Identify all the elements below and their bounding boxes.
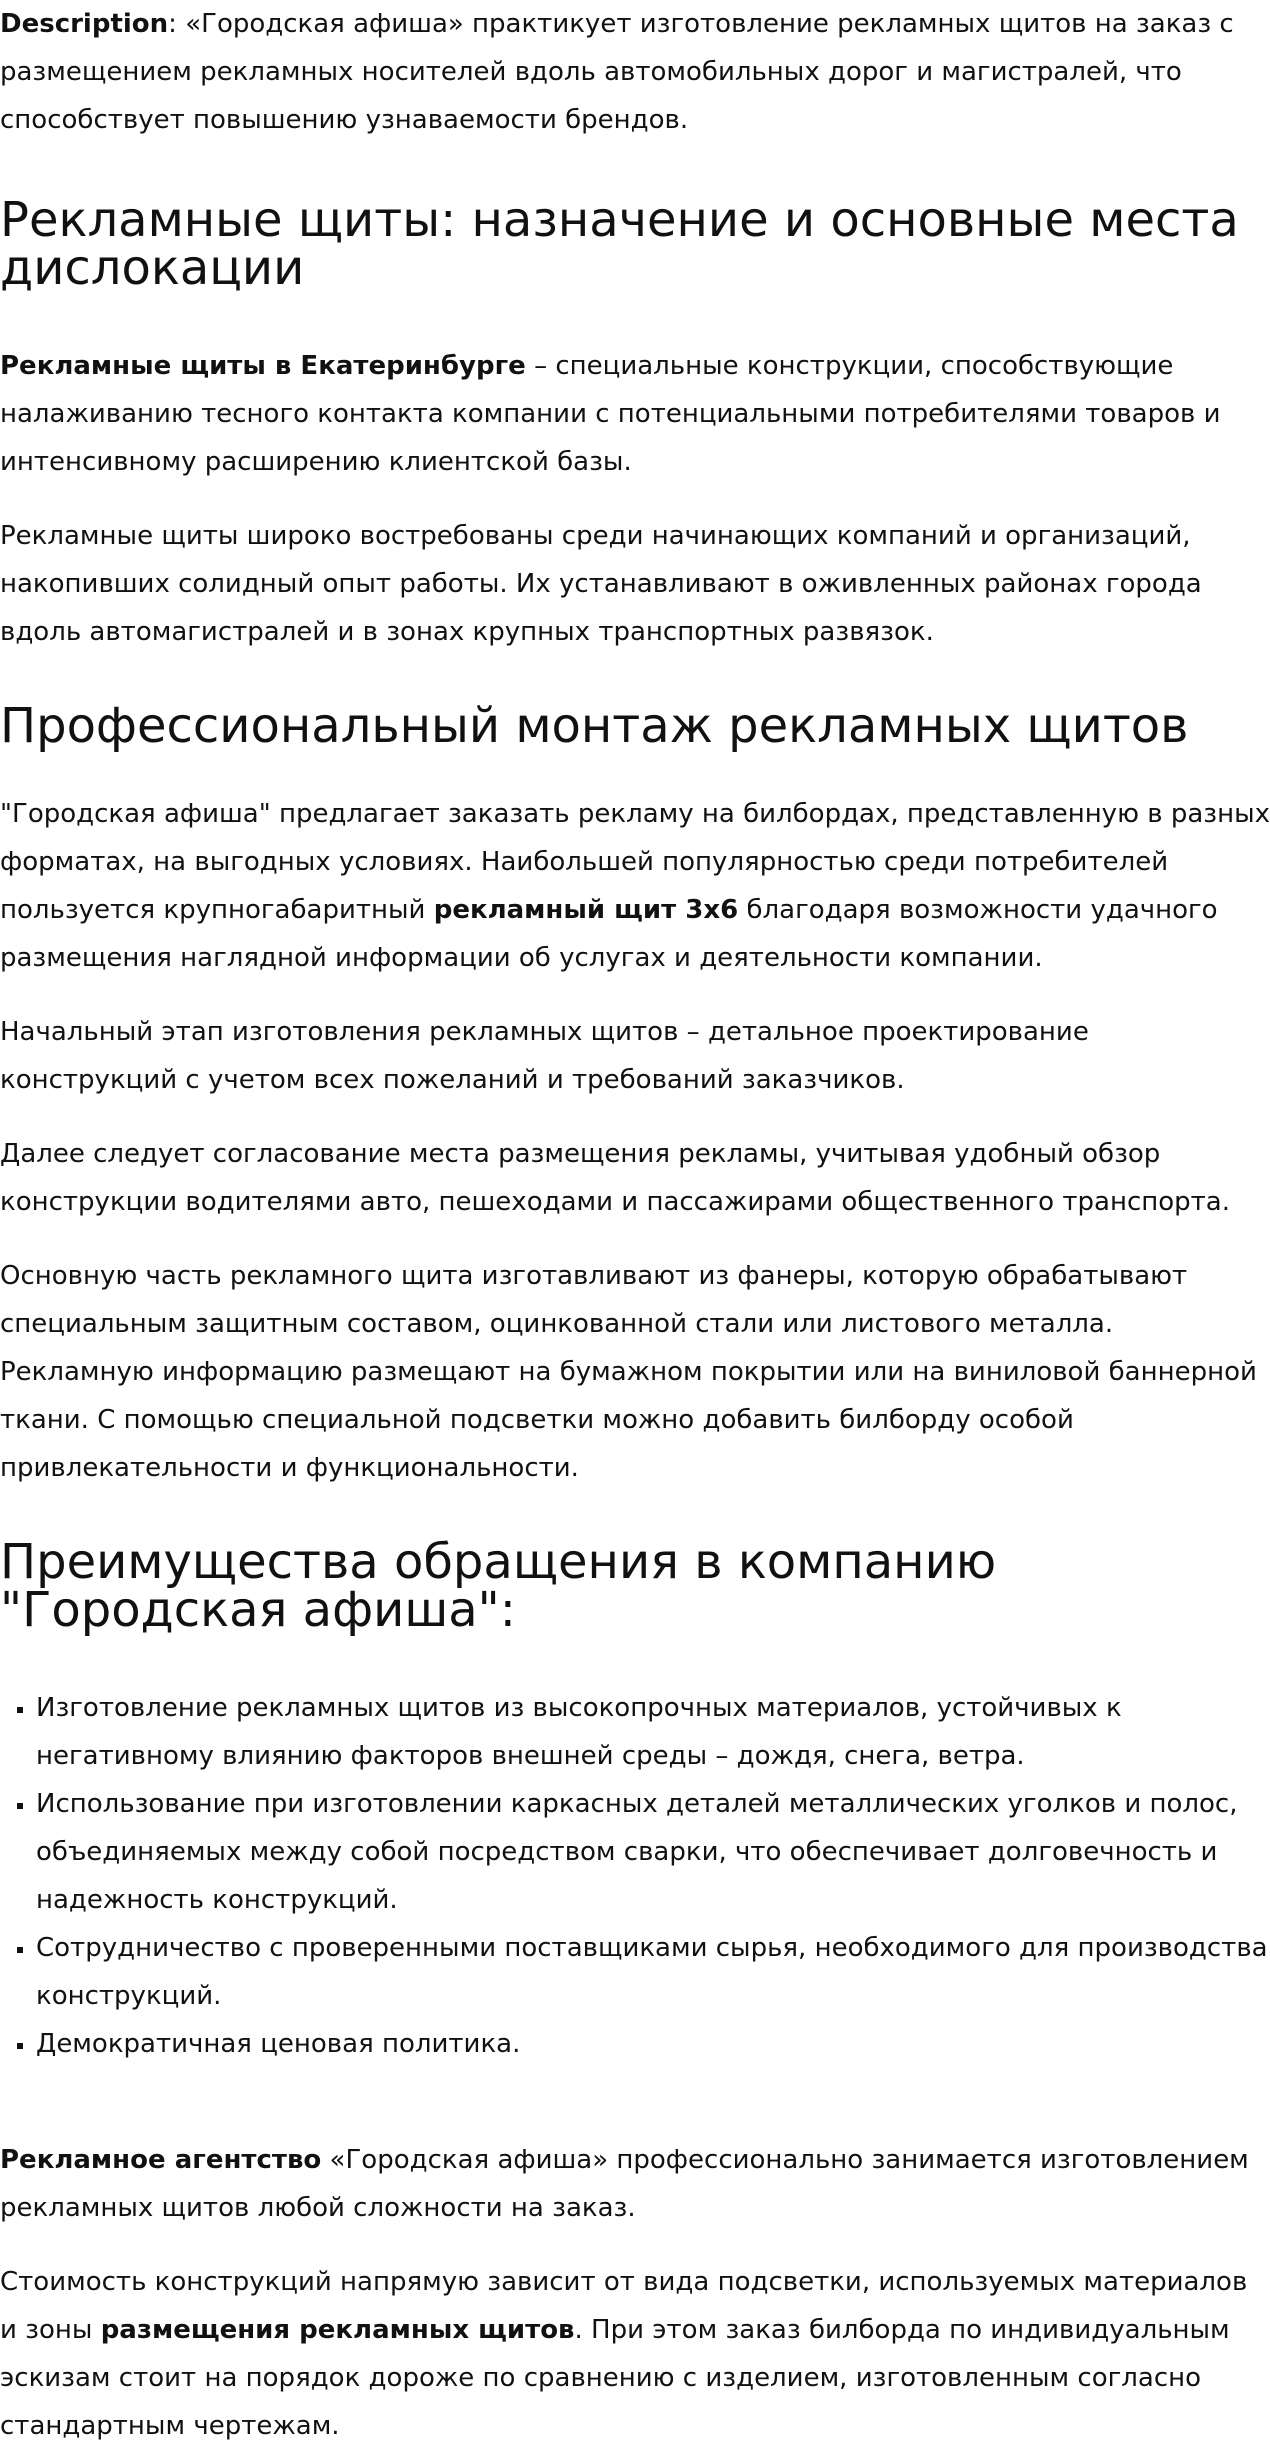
paragraph-billboards-ekaterinburg [0,342,1270,486]
bold-phrase: рекламный щит 3х6 [433,895,739,925]
paragraph-offer [0,790,1270,982]
paragraph-demand: Рекламные щиты широко востребованы среди начинающих компаний и организаций, накопивших солидный опыт работы. Их устанавливают в оживленных районах города вдоль автомагистралей и в зонах крупных транспортных развязок. [0,521,1202,647]
paragraph-text: благодаря возможности удачного размещения наглядной информации об услугах и деятельности компании. [0,895,1218,973]
paragraph-placement: Далее следует согласование места размещения рекламы, учитывая удобный обзор конструкции водителями авто, пешеходами и пассажирами общественного транспорта. [0,1139,1230,1217]
description-label: Description [0,9,169,39]
section-heading-purpose: Рекламные щиты: назначение и основные места дислокации [0,192,1239,296]
section-heading-installation: Профессиональный монтаж рекламных щитов [0,698,1189,754]
description-text: : «Городская афиша» практикует изготовление рекламных щитов на заказ с размещением рекламных носителей вдоль автомобильных дорог и магистралей, что способствует повышению узнаваемости брендов. [0,9,1234,135]
list-item: ▪ Сотрудничество с проверенными поставщиками сырья, необходимого для производства конструкций. [36,1924,1270,2020]
paragraph-text: «Городская афиша» профессионально занимается изготовлением рекламных щитов любой сложности на заказ. [0,2145,1249,2223]
list-item: ▪ Использование при изготовлении каркасных деталей металлических уголков и полос, объединяемых между собой посредством сварки, что обеспечивает долговечность и надежность конструкций. [36,1780,1270,1924]
description-paragraph [0,0,1270,144]
paragraph-text: . При этом заказ билборда по индивидуальным эскизам стоит на порядок дороже по сравнению с изделием, изготовленным согласно стандартным чертежам. [0,2315,1230,2441]
paragraph-cost [0,2258,1270,2450]
section-heading-advantages: Преимущества обращения в компанию "Городская афиша": [0,1534,997,1638]
list-item: ▪ Изготовление рекламных щитов из высокопрочных материалов, устойчивых к негативному влиянию факторов внешней среды – дождя, снега, ветра. [36,1684,1270,1780]
bold-phrase: размещения рекламных щитов [100,2315,575,2345]
paragraph-materials: Основную часть рекламного щита изготавливают из фанеры, которую обрабатывают специальным защитным составом, оцинкованной стали или листового металла. Рекламную информацию размещают на бумажном покрытии или на виниловой баннерной ткани. С помощью специальной подсветки можно добавить билборду особой привлекательности и функциональности. [0,1261,1257,1483]
paragraph-text: Стоимость конструкций напрямую зависит от вида подсветки, используемых материалов и зоны [0,2267,1248,2345]
paragraph-text: – специальные конструкции, способствующие налаживанию тесного контакта компании с потенциальными потребителями товаров и интенсивному расширению клиентской базы. [0,351,1221,477]
list-item: ▪ Демократичная ценовая политика. [36,2020,1270,2068]
paragraph-agency [0,2136,1270,2232]
bold-phrase: Рекламные щиты в Екатеринбурге [0,351,526,381]
paragraph-design-stage: Начальный этап изготовления рекламных щитов – детальное проектирование конструкций с учетом всех пожеланий и требований заказчиков. [0,1017,1089,1095]
paragraph-text: "Городская афиша" предлагает заказать рекламу на билбордах, представленную в разных форматах, на выгодных условиях. Наибольшей популярностью среди потребителей пользуется крупногабаритный [0,799,1270,925]
advantages-list [0,1684,1270,2068]
bold-phrase: Рекламное агентство [0,2145,322,2175]
